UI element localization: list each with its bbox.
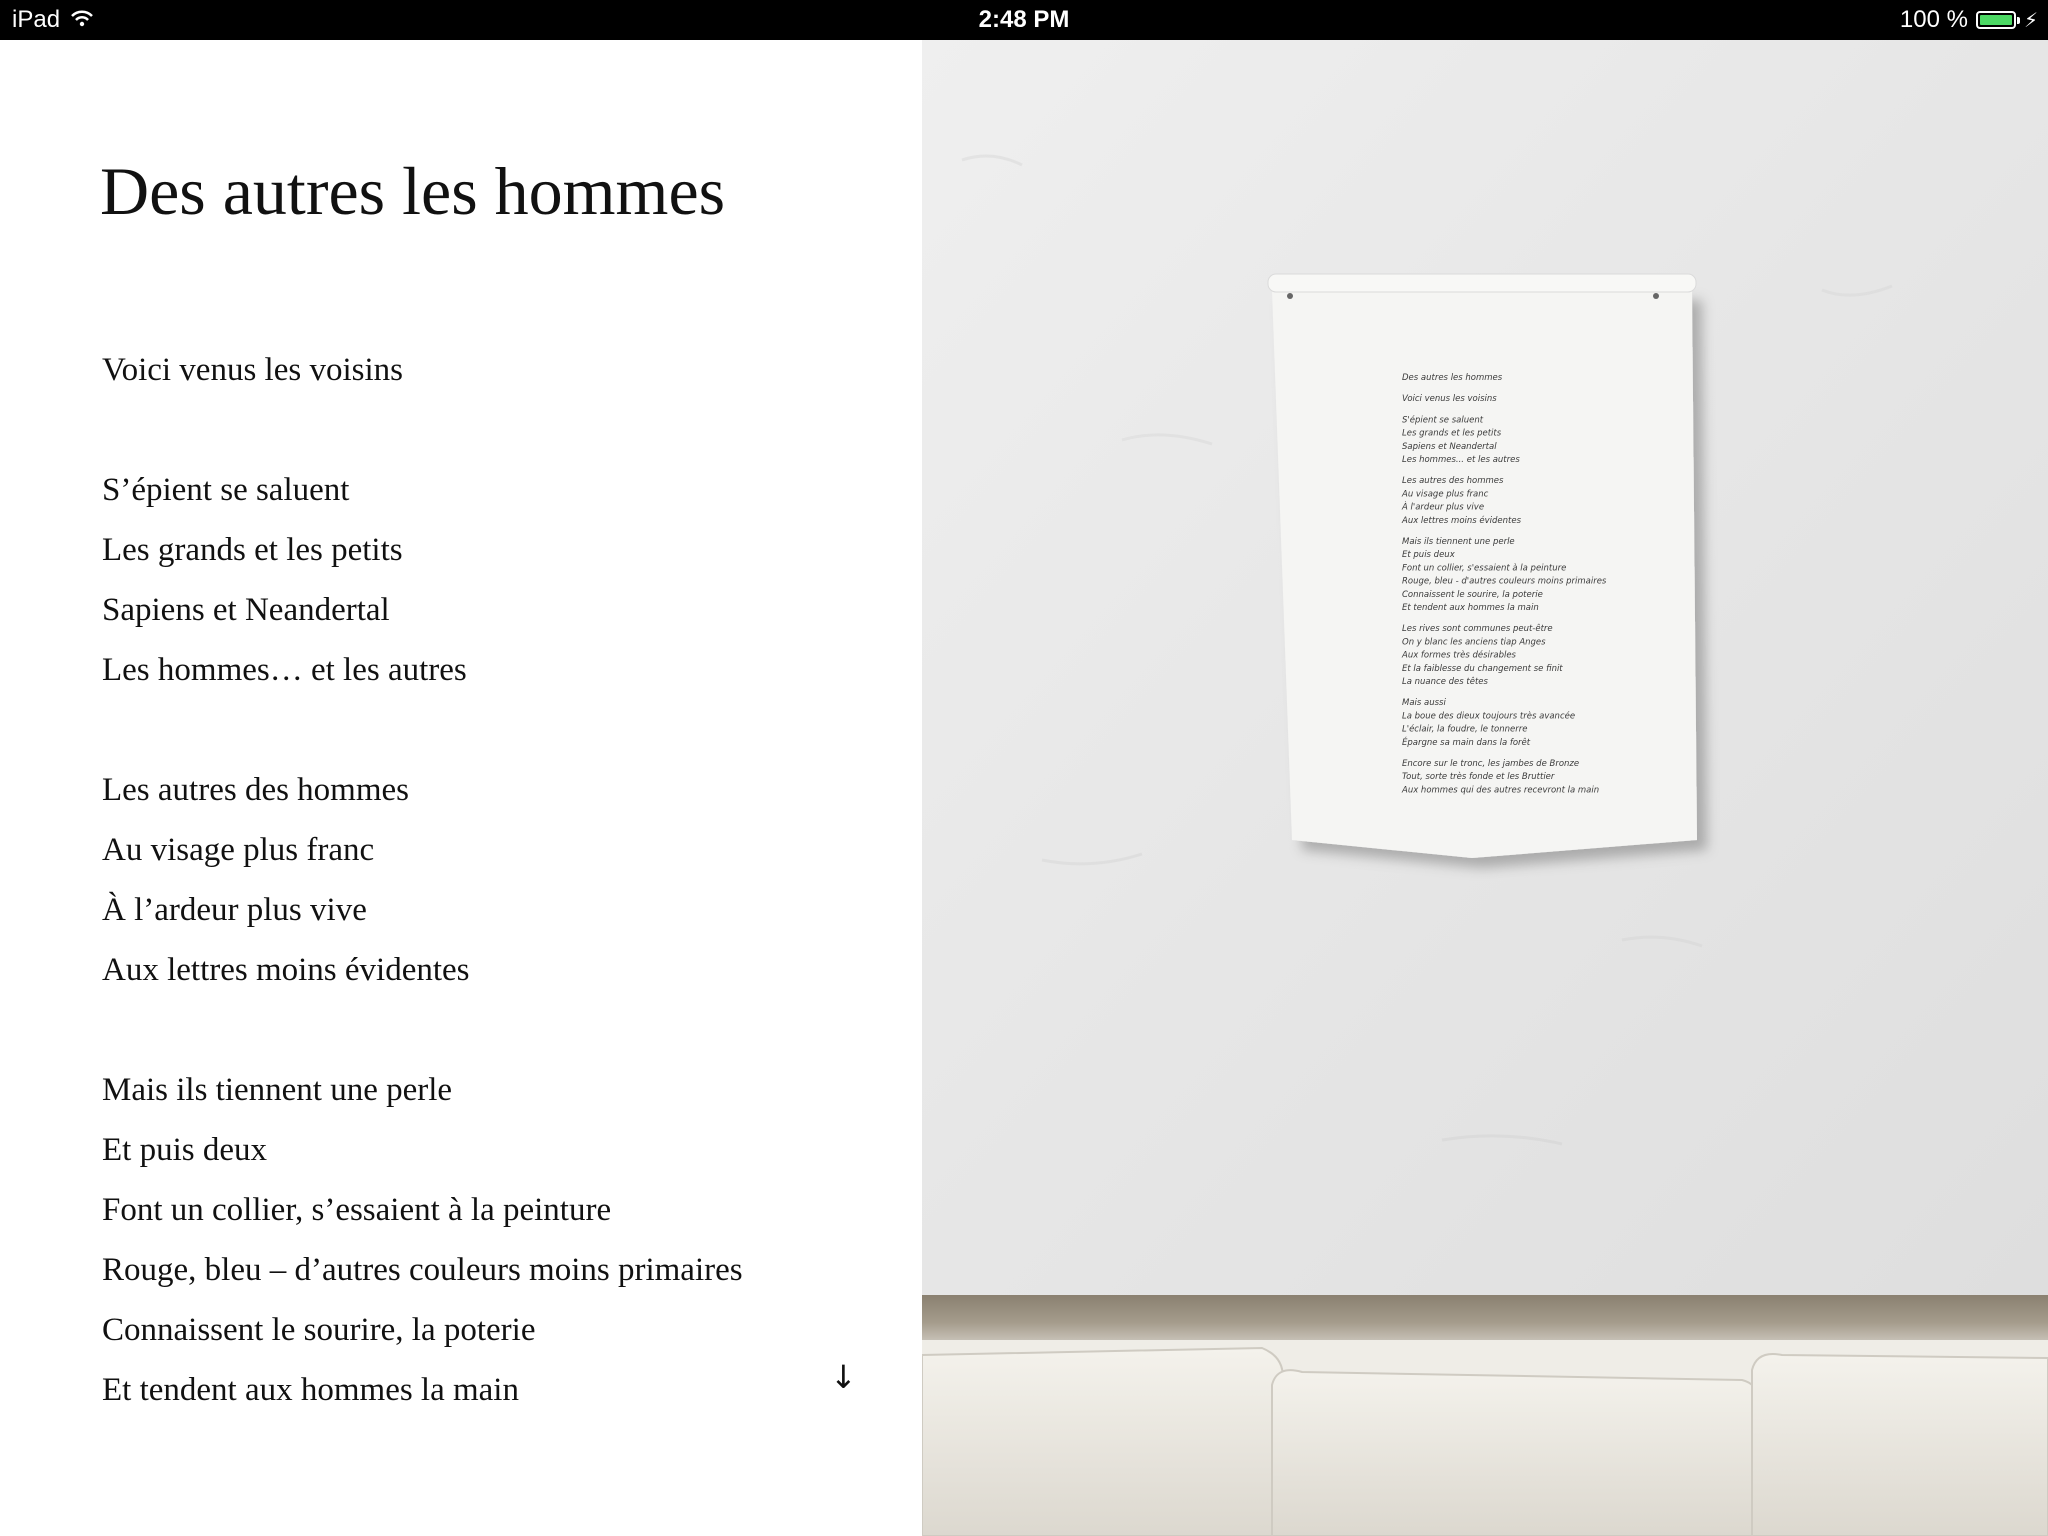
- handwritten-line: Mais ils tiennent une perle: [1402, 537, 1515, 547]
- handwritten-line: Encore sur le tronc, les jambes de Bronze: [1402, 759, 1580, 769]
- photo-pane: [922, 40, 2048, 1536]
- poem-title: Des autres les hommes: [100, 153, 726, 229]
- handwritten-line: L'éclair, la foudre, le tonnerre: [1402, 724, 1528, 735]
- poem-pane[interactable]: [0, 40, 922, 1536]
- poem-line: Les hommes… et les autres: [102, 652, 467, 688]
- handwritten-line: Les autres des hommes: [1402, 476, 1504, 487]
- handwritten-line: À l'ardeur plus vive: [1402, 502, 1485, 513]
- handwritten-line: Font un collier, s'essaient à la peinture: [1402, 563, 1567, 574]
- stanza-gap: [102, 400, 743, 460]
- poem-body: [102, 340, 743, 1420]
- poem-line: Les grands et les petits: [102, 532, 403, 568]
- battery-percent: 100 %: [1899, 6, 1968, 33]
- handwritten-line: Tout, sorte très fonde et les Bruttier: [1402, 772, 1555, 783]
- handwritten-line: Connaissent le sourire, la poterie: [1402, 589, 1543, 600]
- poem-line: Font un collier, s’essaient à la peinture: [102, 1192, 612, 1228]
- handwritten-line: Des autres les hommes: [1402, 373, 1503, 383]
- battery-icon: [1976, 11, 2016, 29]
- handwritten-line: Aux formes très désirables: [1402, 650, 1516, 661]
- handwritten-line: Et la faiblesse du changement se finit: [1402, 663, 1563, 674]
- status-right: [1900, 6, 2038, 34]
- pin-left: [1287, 293, 1293, 299]
- handwritten-line: Voici venus les voisins: [1402, 394, 1497, 405]
- poem-line: Et tendent aux hommes la main: [102, 1372, 519, 1408]
- handwritten-line: Et tendent aux hommes la main: [1402, 603, 1539, 613]
- stanza-gap: [102, 700, 743, 760]
- poem-line: Aux lettres moins évidentes: [102, 952, 470, 988]
- scroll-down-arrow-icon[interactable]: ↓: [830, 1358, 857, 1396]
- handwritten-line: Mais aussi: [1402, 698, 1446, 709]
- handwritten-line: Et puis deux: [1402, 550, 1455, 561]
- handwritten-line: Les grands et les petits: [1402, 428, 1502, 439]
- poem-line: Rouge, bleu – d’autres couleurs moins primaires: [102, 1252, 743, 1288]
- handwritten-line: La boue des dieux toujours très avancée: [1402, 711, 1576, 722]
- pin-right: [1653, 293, 1659, 299]
- handwritten-line: Épargne sa main dans la forêt: [1402, 737, 1531, 748]
- poem-line: À l’ardeur plus vive: [102, 892, 367, 928]
- handwritten-line: On y blanc les anciens tiap Anges: [1402, 637, 1546, 648]
- status-bar: [0, 0, 2048, 40]
- poster-rod: [1268, 274, 1696, 292]
- wall-photo: [922, 40, 2048, 1536]
- handwritten-line: Les hommes... et les autres: [1402, 455, 1520, 465]
- stanza-gap: [102, 1000, 743, 1060]
- cushion-middle: [1272, 1370, 1760, 1536]
- handwritten-line: Au visage plus franc: [1402, 489, 1489, 500]
- poem-line: Voici venus les voisins: [102, 352, 403, 388]
- poem-line: Sapiens et Neandertal: [102, 592, 390, 628]
- handwritten-line: Rouge, bleu - d'autres couleurs moins primaires: [1402, 576, 1607, 587]
- charging-bolt-icon: ⚡: [2023, 9, 2038, 32]
- cushion-left: [922, 1348, 1283, 1536]
- poem-line: Les autres des hommes: [102, 772, 410, 808]
- handwritten-line: Sapiens et Neandertal: [1402, 441, 1497, 452]
- poem-line: S’épient se saluent: [102, 472, 350, 508]
- poem-line: Connaissent le sourire, la poterie: [102, 1312, 536, 1348]
- battery-cap: [2017, 17, 2020, 24]
- poem-line: Au visage plus franc: [102, 832, 375, 868]
- cushion-right: [1752, 1354, 2048, 1536]
- poem-line: Mais ils tiennent une perle: [102, 1072, 453, 1108]
- clock: 2:48 PM: [978, 6, 1070, 33]
- battery-level-fill: [1980, 15, 2012, 25]
- handwritten-line: Les rives sont communes peut-être: [1402, 624, 1553, 635]
- handwritten-line: Aux lettres moins évidentes: [1402, 515, 1522, 526]
- handwritten-line: La nuance des têtes: [1402, 677, 1488, 687]
- handwritten-line: Aux hommes qui des autres recevront la main: [1402, 785, 1600, 796]
- poem-line: Et puis deux: [102, 1132, 267, 1168]
- handwritten-line: S'épient se saluent: [1402, 415, 1484, 426]
- device-name: iPad: [12, 6, 61, 33]
